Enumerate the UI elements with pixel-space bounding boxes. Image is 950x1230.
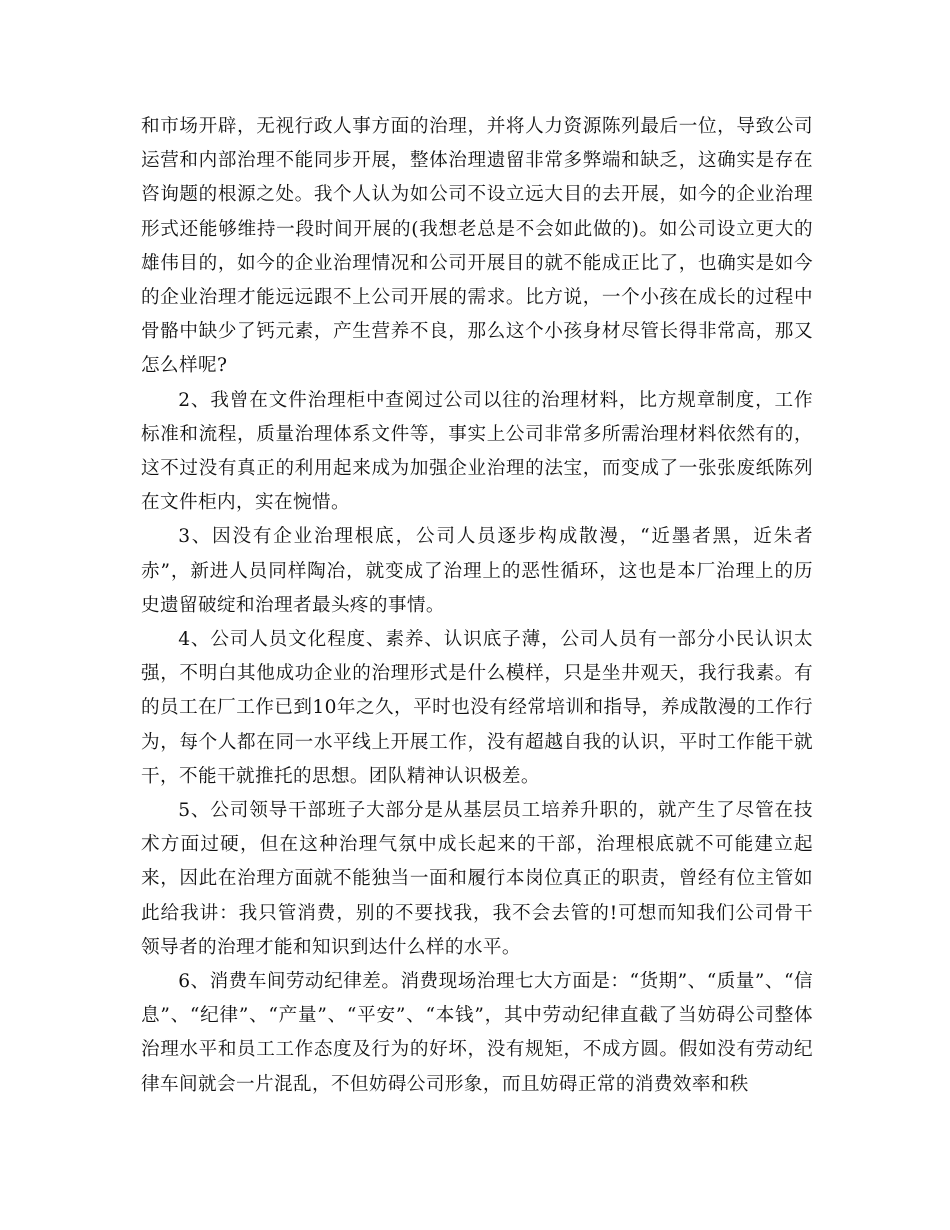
paragraph-3: 3、因没有企业治理根底，公司人员逐步构成散漫，“近墨者黑，近朱者赤”，新进人员同样陶冶，就变成了治理上的恶性循环，这也是本厂治理上的历史遗留破绽和治理者最头疼的事情。 bbox=[141, 526, 813, 616]
paragraph-5: 5、公司领导干部班子大部分是从基层员工培养升职的，就产生了尽管在技术方面过硬，但在这种治理气氛中成长起来的干部，治理根底就不可能建立起来，因此在治理方面就不能独当一面和履行本岗位真正的职责，曾经有位主管如此给我讲：我只管消费，别的不要找我，我不会去管的!可想而知我们公司骨干领导者的治理才能和知识到达什么样的水平。 bbox=[141, 800, 813, 958]
paragraph-6: 6、消费车间劳动纪律差。消费现场治理七大方面是：“货期”、“质量”、“信息”、“纪律”、“产量”、“平安”、“本钱”，其中劳动纪律直截了当妨碍公司整体治理水平和员工工作态度及行为的好坏，没有规矩，不成方圆。假如没有劳动纪律车间就会一片混乱，不但妨碍公司形象，而且妨碍正常的消费效率和秩 bbox=[141, 971, 813, 1095]
document-body bbox=[141, 110, 813, 1102]
paragraph-4: 4、公司人员文化程度、素养、认识底子薄，公司人员有一部分小民认识太强，不明白其他成功企业的治理形式是什么模样，只是坐井观天，我行我素。有的员工在厂工作已到10年之久，平时也没有经常培训和指导，养成散漫的工作行为，每个人都在同一水平线上开展工作，没有超越自我的认识，平时工作能干就干，不能干就推托的思想。团队精神认识极差。 bbox=[141, 629, 813, 787]
paragraph-2: 2、我曾在文件治理柜中查阅过公司以往的治理材料，比方规章制度，工作标准和流程，质量治理体系文件等，事实上公司非常多所需治理材料依然有的，这不过没有真正的利用起来成为加强企业治理的法宝，而变成了一张张废纸陈列在文件柜内，实在惋惜。 bbox=[141, 389, 813, 514]
paragraph-1: 和市场开辟，无视行政人事方面的治理，并将人力资源陈列最后一位，导致公司运营和内部治理不能同步开展，整体治理遗留非常多弊端和缺乏，这确实是存在咨询题的根源之处。我个人认为如公司不设立远大目的去开展，如今的企业治理形式还能够维持一段时间开展的(我想老总是不会如此做的)。如公司设立更大的雄伟目的，如今的企业治理情况和公司开展目的就不能成正比了，也确实是如今的企业治理才能远远跟不上公司开展的需求。比方说，一个小孩在成长的过程中骨骼中缺少了钙元素，产生营养不良，那么这个小孩身材尽管长得非常高，那又怎么样呢? bbox=[141, 116, 813, 377]
